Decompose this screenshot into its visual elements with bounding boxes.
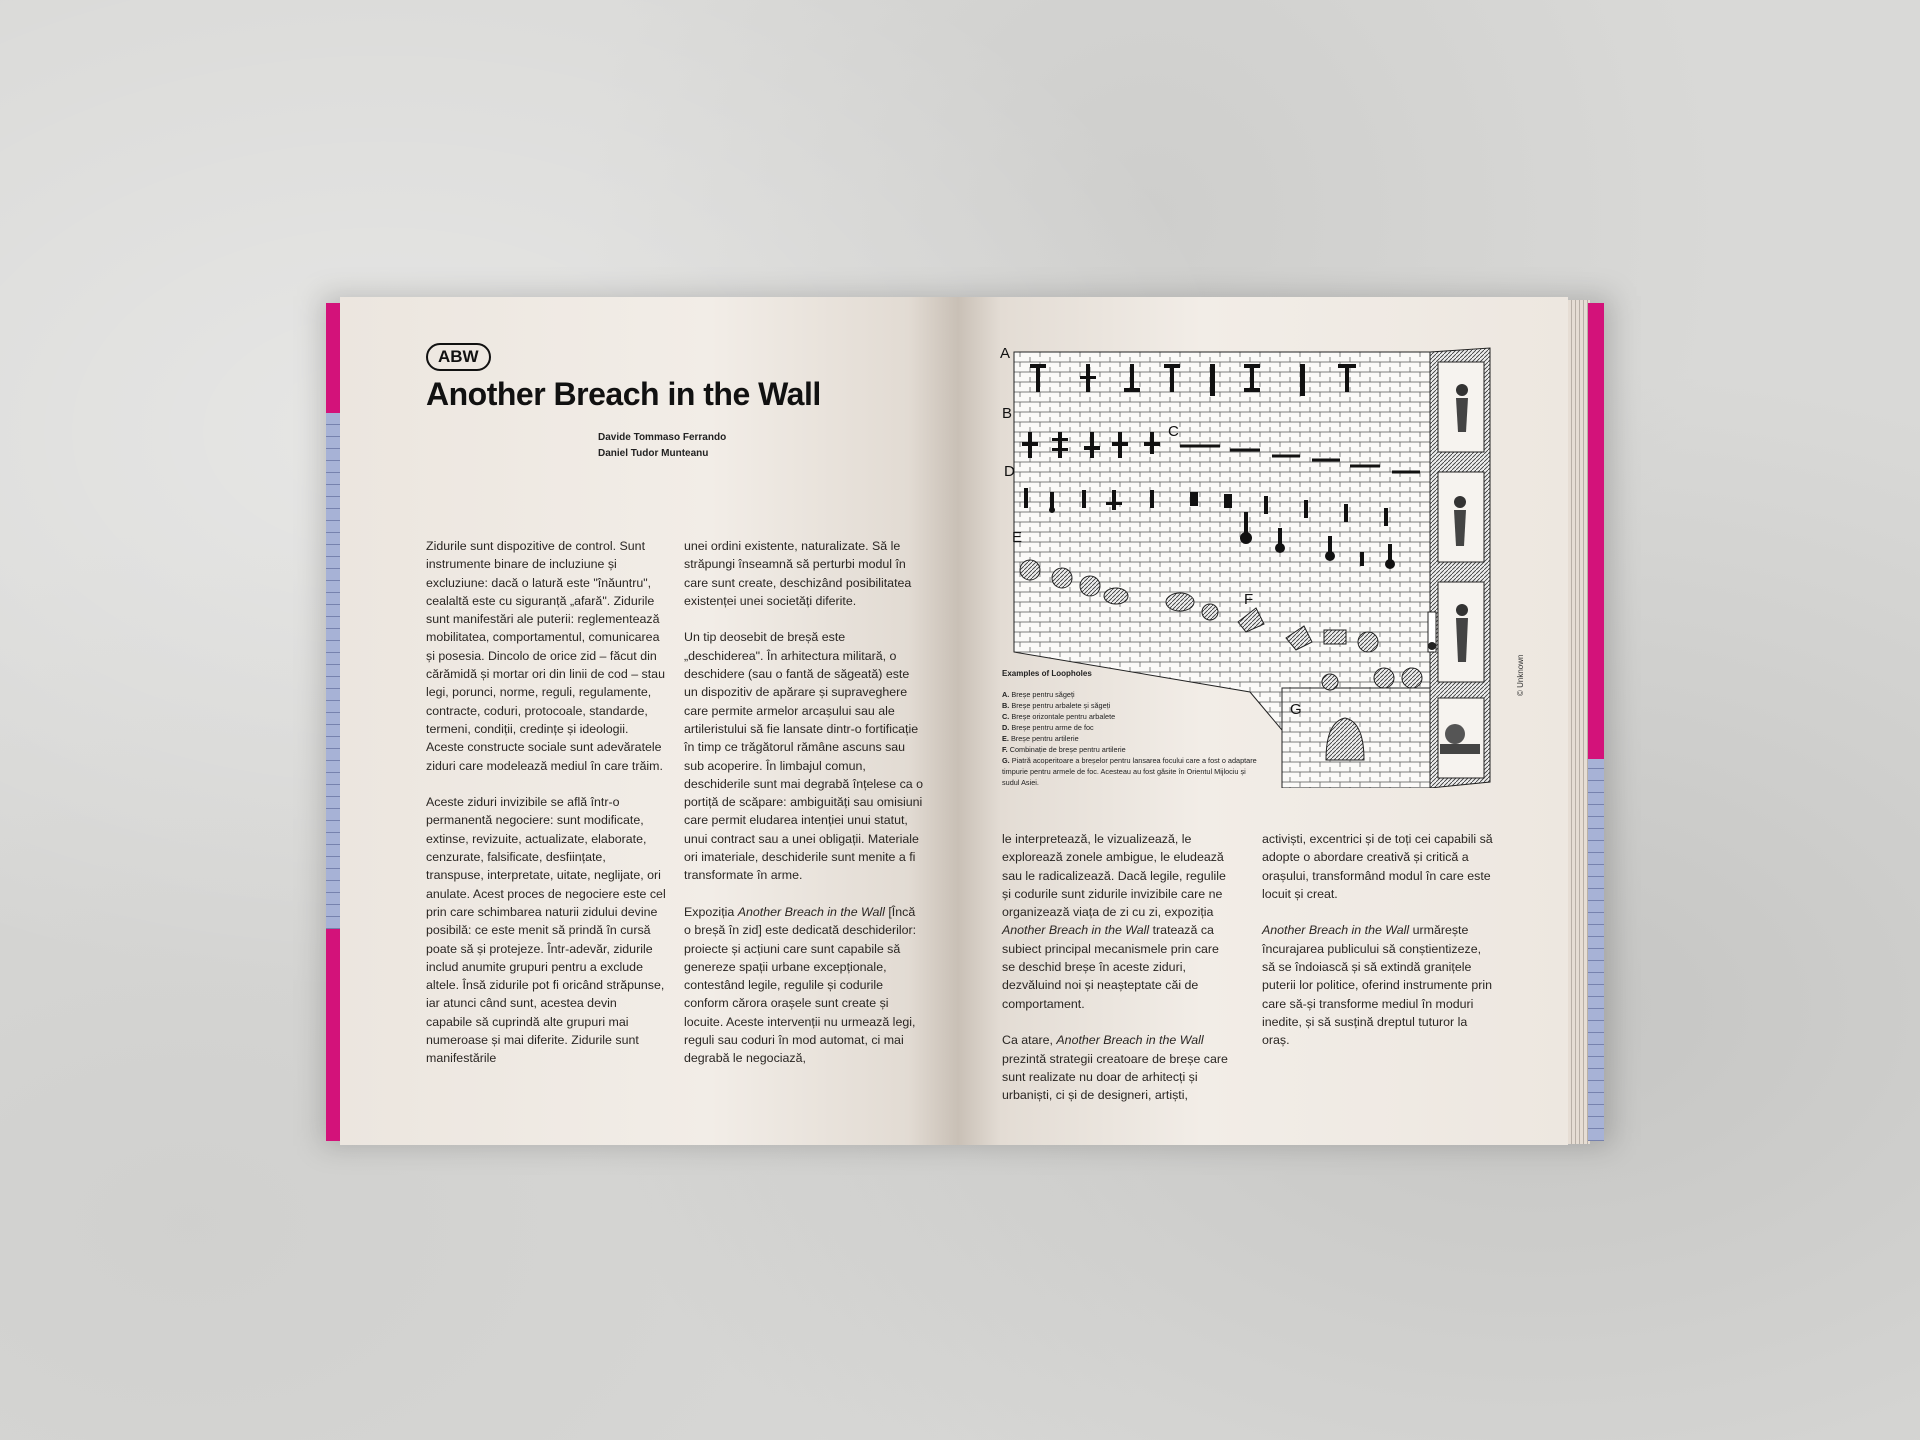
caption-letter: G.: [1002, 756, 1010, 765]
figure-label: C: [1168, 423, 1179, 440]
italic-title: Another Breach in the Wall: [1262, 923, 1410, 938]
figure-label: A: [1000, 345, 1011, 362]
text-run: Expoziția: [684, 904, 738, 919]
figure-label: F: [1244, 591, 1254, 608]
left-column-2: [684, 537, 924, 1086]
text-run: prezintă strategii creatoare de breșe care sunt realizate nu doar de arhitecți și urbaniști, ci și de designeri, artiști,: [1002, 1051, 1228, 1103]
paragraph: [1262, 921, 1494, 1049]
paragraph: [1002, 1031, 1234, 1104]
figure-label: D: [1004, 463, 1015, 480]
caption-text: Breșe pentru arbalete și săgeți: [1011, 701, 1111, 710]
paragraph: [1002, 830, 1234, 1013]
author-list: [598, 430, 726, 462]
paragraph: [684, 903, 924, 1068]
author-name: Davide Tommaso Ferrando: [598, 432, 727, 443]
figure-caption: [1002, 668, 1262, 788]
figure-label: G: [1290, 701, 1302, 718]
caption-letter: D.: [1002, 723, 1010, 732]
caption-letter: F.: [1002, 745, 1008, 754]
image-credit: © Unknown: [1516, 654, 1525, 696]
caption-title: Examples of Loopholes: [1002, 669, 1092, 678]
left-column-1: [426, 537, 666, 1086]
caption-text: Piatră acoperitoare a breșelor pentru lansarea focului care a fost o adaptare timpurie pentru armele de foc. Acesteau au fost găsite în Orientul Mijlociu și sudul Asiei.: [1002, 756, 1257, 787]
cover-edge-right: [1588, 303, 1604, 1141]
caption-letter: C.: [1002, 712, 1010, 721]
paragraph: activiști, excentrici și de toți cei capabili să adopte o abordare creativă și critică a orașului, transformând modul în care este locuit și creat.: [1262, 832, 1493, 901]
cover-blue-band-right: [1588, 759, 1604, 1141]
article-title: Another Breach in the Wall: [426, 376, 821, 412]
caption-item: [1002, 689, 1262, 700]
caption-item: [1002, 711, 1262, 722]
text-run: le interpretează, le vizualizează, le explorează zonele ambigue, le eludează sau le radicalizează. Dacă legile, regulile și codurile sunt zidurile invizibile care ne organizează viața de zi cu zi, expoziția: [1002, 832, 1226, 920]
figure-label: E: [1012, 529, 1023, 546]
caption-item: [1002, 744, 1262, 755]
right-column-1: [1002, 830, 1234, 1123]
caption-letter: A.: [1002, 690, 1010, 699]
author-name: Daniel Tudor Munteanu: [598, 448, 709, 459]
paragraph: Un tip deosebit de breșă este „deschiderea". În arhitectura militară, o deschidere (sau o fantă de săgeată) este un dispozitiv de apărare și supraveghere care permite armelor arcașului sau ale artileristului să fie lansate dintr-o fortificație în timp ce trăgătorul rămâne ascuns sau sub acoperire. În limbajul comun, deschiderile sunt mai degrabă înțelese ca o portiță de scăpare: ambiguități sau omisiuni care permit eludarea intenției unui statut, unui contract sau a unei obligații. Materiale ori imateriale, deschiderile sunt menite a fi transformate în arme.: [684, 630, 924, 883]
italic-title: Another Breach in the Wall: [1056, 1033, 1204, 1048]
figure-label: B: [1002, 405, 1013, 422]
right-column-2: [1262, 830, 1494, 1068]
text-run: Ca atare,: [1002, 1033, 1057, 1048]
caption-text: Breșe pentru artilerie: [1010, 734, 1079, 743]
caption-text: Breșe pentru arme de foc: [1011, 723, 1094, 732]
section-tag: ABW: [426, 343, 491, 371]
caption-list: [1002, 689, 1262, 788]
caption-text: Breșe pentru săgeți: [1011, 690, 1075, 699]
caption-item: [1002, 700, 1262, 711]
caption-text: Combinație de breșe pentru artilerie: [1009, 745, 1126, 754]
italic-title: Another Breach in the Wall: [1002, 923, 1150, 938]
paragraph: unei ordini existente, naturalizate. Să le străpungi înseamnă să perturbi modul în care sunt create, deschizând posibilitatea existenței unei societăți diferite.: [684, 539, 912, 608]
text-run: tratează ca subiect principal mecanismele prin care se deschid breșe în aceste ziduri, dezvăluind noi și neașteptate căi de comportament.: [1002, 923, 1219, 1011]
text-run: urmărește încurajarea publicului să conștientizeze, să se îndoiască și să extindă granițele puterii lor politice, oferind instrumente prin care să-și transforme mediul în moduri inedite, și să susțină dreptul tuturor la oraș.: [1262, 923, 1493, 1048]
paragraph: Zidurile sunt dispozitive de control. Sunt instrumente binare de incluziune și excluziune: dacă o latură este "înăuntru", cealaltă este cu siguranță „afară". Zidurile sunt manifestări ale puterii: reglementează mobilitatea, comportamentul, comunicarea și posesia. Dincolo de orice zid – făcut din cărămidă și mortar ori din linii de cod – stau legi, porunci, norme, reguli, regulamente, contracte, coduri, protocoale, standarde, termeni, condiții, credințe și ideologii. Aceste constructe sociale sunt adevăratele ziduri care modelează mediul în care trăim.: [426, 539, 665, 773]
caption-item: [1002, 722, 1262, 733]
text-run: [Încă o breșă în zid] este dedicată deschiderilor: proiecte și acțiuni care sunt capabile să genereze spații urbane excepționale, contestând legile, regulile și codurile conform cărora orașele sunt create și locuite. Aceste intervenții nu urmează legi, reguli sau coduri în mod automat, ci mai degrabă le negociază,: [684, 904, 917, 1066]
caption-item: [1002, 733, 1262, 744]
caption-letter: E.: [1002, 734, 1009, 743]
caption-letter: B.: [1002, 701, 1010, 710]
caption-text: Breșe orizontale pentru arbalete: [1011, 712, 1116, 721]
paragraph: Aceste ziduri invizibile se află într-o permanentă negociere: sunt modificate, extinse, revizuite, actualizate, elaborate, cenzurate, falsificate, desființate, transpuse, interpretate, uitate, neglijate, ori anulate. Acest proces de negociere este cel prin care schimbarea naturii zidului devine posibilă: ce este menit să prindă în cursă poate să și protejeze. Într-adevăr, zidurile includ anumite grupuri pentru a exclude altele. Însă zidurile pot fi oricând străpunse, iar atunci când sunt, acestea devin capabile să cuprindă alte grupuri mai numeroase și mai diferite. Zidurile sunt manifestările: [426, 795, 666, 1066]
italic-title: Another Breach in the Wall: [737, 904, 885, 919]
caption-item: [1002, 755, 1262, 788]
